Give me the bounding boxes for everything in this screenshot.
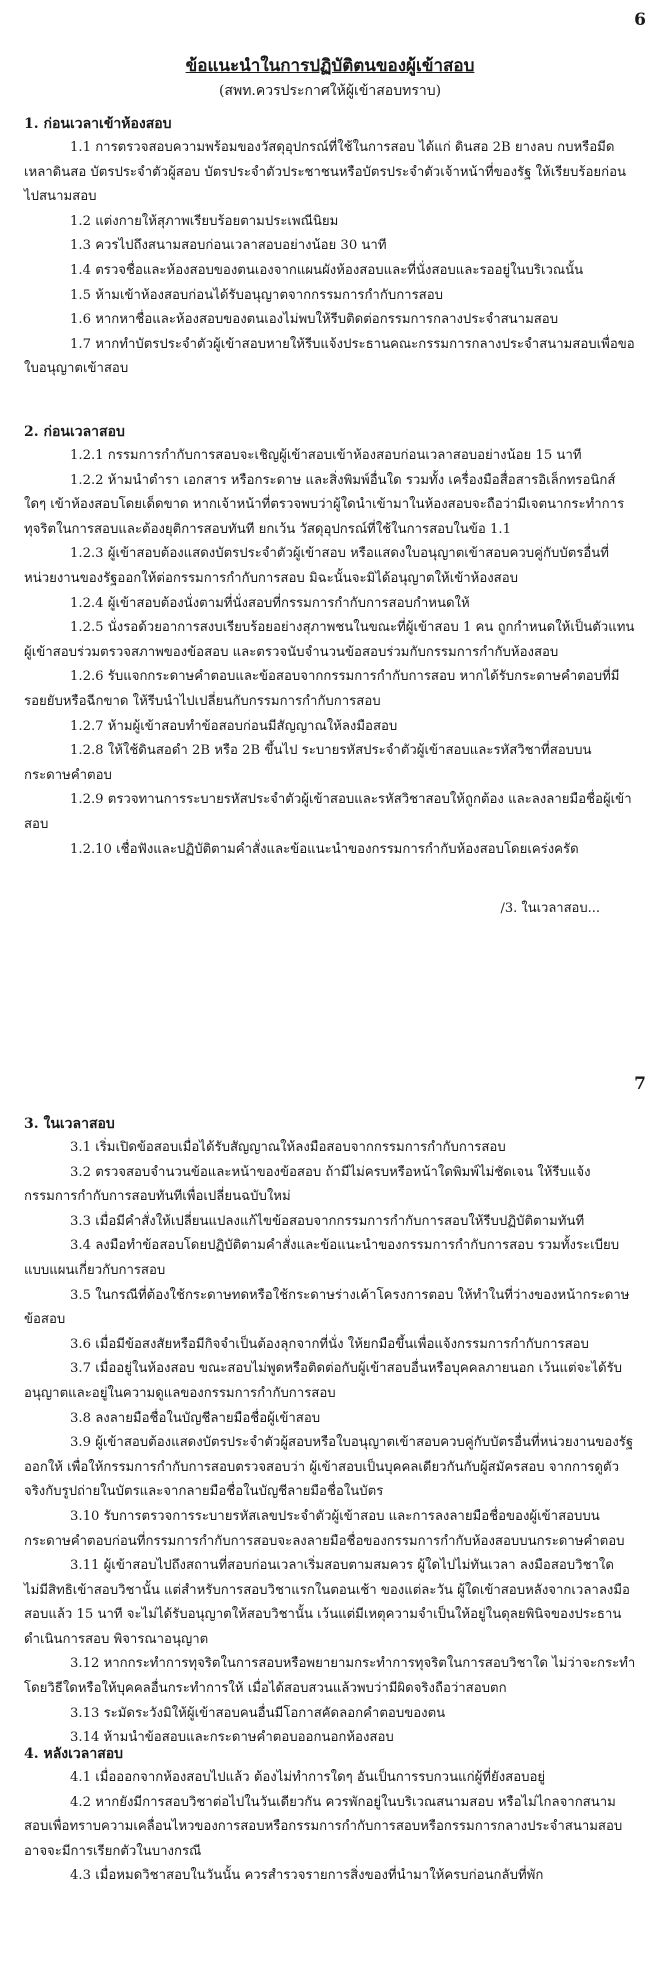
item-text: ห้ามนำข้อสอบและกระดาษคำตอบออกนอกห้องสอบ <box>103 1730 394 1746</box>
item-number: 3.5 <box>70 1287 91 1303</box>
item-number: 3.6 <box>70 1336 91 1352</box>
item-number: 4.1 <box>70 1770 91 1785</box>
item-text: เมื่อออกจากห้องสอบไปแล้ว ต้องไม่ทำการใดๆ อันเป็นการรบกวนแก่ผู้ที่ยังสอบอยู่ <box>95 1770 546 1785</box>
section-items <box>24 444 636 862</box>
item-text: ห้ามเข้าห้องสอบก่อนได้รับอนุญาตจากกรรมการกำกับการสอบ <box>95 287 444 303</box>
item-text: รับแจกกระดาษคำตอบและข้อสอบจากกรรมการกำกับการสอบ หากได้รับกระดาษคำตอบที่มีรอยยับหรือฉีกขาด ให้รีบนำไปเปลี่ยนกับกรรมการกำกับการสอบ <box>24 669 620 709</box>
list-item <box>24 444 636 469</box>
item-text: ควรไปถึงสนามสอบก่อนเวลาสอบอย่างน้อย 30 นาที <box>95 238 387 254</box>
list-item <box>24 1284 636 1333</box>
item-text: ตรวจสอบจำนวนข้อและหน้าของข้อสอบ ถ้ามีไม่ครบหรือหน้าใดพิมพ์ไม่ชัดเจน ให้รีบแจ้งกรรมการกำกับการสอบทันทีเพื่อเปลี่ยนฉบับใหม่ <box>24 1164 591 1205</box>
item-text: หากยังมีการสอบวิชาต่อไปในวันเดียวกัน ควรพักอยู่ในบริเวณสนามสอบ หรือไม่ไกลจากสนามสอบเพื่อทราบความเคลื่อนไหวของการสอบหรือกรรมการกำกับการสอบหรือกรรมการกลางประจำสนามสอบ อาจจะมีการเรียกตัวในบางกรณี <box>24 1794 623 1859</box>
list-item <box>24 616 636 665</box>
item-text: กรรมการกำกับการสอบจะเชิญผู้เข้าสอบเข้าห้องสอบก่อนเวลาสอบอย่างน้อย 15 นาที <box>107 448 582 463</box>
item-number: 1.2.1 <box>70 448 104 463</box>
section-after-exam <box>24 1742 636 1889</box>
item-text: แต่งกายให้สุภาพเรียบร้อยตามประเพณีนิยม <box>95 213 339 229</box>
list-item <box>24 1333 636 1358</box>
document-subtitle: (สพท.ควรประกาศให้ผู้เข้าสอบทราบ) <box>218 83 442 99</box>
item-text: ห้ามผู้เข้าสอบทำข้อสอบก่อนมีสัญญาณให้ลงมือสอบ <box>107 718 398 734</box>
item-number: 3.13 <box>70 1705 100 1721</box>
item-text: ผู้เข้าสอบต้องแสดงบัตรประจำตัวผู้สอบหรือใบอนุญาตเข้าสอบควบคู่กับบัตรอื่นที่หน่วยงานของรัฐออกให้ เพื่อให้กรรมการกำกับการสอบตรวจสอบว่า ผู้เข้าสอบเป็นบุคคลเดียวกันกับผู้สมัครสอบ จากการดูตัวจริงกับรูปถ่ายในบัตรและจากลายมือชื่อในบัญชีลายมือชื่อในบัตร <box>24 1435 634 1500</box>
item-number: 1.2 <box>70 213 91 229</box>
item-text: ตรวจชื่อและห้องสอบของตนเองจากแผนผังห้องสอบและที่นั่งสอบและรออยู่ในบริเวณนั้น <box>95 262 584 278</box>
item-text: ห้ามนำตำรา เอกสาร หรือกระดาษ และสิ่งพิมพ์อื่นใด รวมทั้ง เครื่องมือสื่อสารอิเล็กทรอนิกส์ใดๆ เข้าห้องสอบโดยเด็ดขาด หากเจ้าหน้าที่ตรวจพบว่าผู้ใดนำเข้ามาในห้องสอบจะถือว่ามีเจตนากระทำการทุจริตในการสอบและต้องยุติการสอบทันที ยกเว้น วัสดุอุปกรณ์ที่ใช้ในการสอบในข้อ 1.1 <box>24 472 625 537</box>
item-text: ลงมือทำข้อสอบโดยปฏิบัติตามคำสั่งและข้อแนะนำของกรรมการกำกับการสอบ รวมทั้งระเบียบแบบแผนเกี่ยวกับการสอบ <box>24 1238 620 1278</box>
list-item <box>24 469 636 543</box>
list-item <box>24 1234 636 1283</box>
item-number: 3.14 <box>70 1730 100 1746</box>
item-number: 1.2.4 <box>70 595 104 611</box>
item-number: 3.7 <box>70 1361 91 1377</box>
section-heading: 2. ก่อนเวลาสอบ <box>24 424 125 440</box>
item-number: 1.2.3 <box>70 546 104 562</box>
item-number: 1.2.7 <box>70 718 104 734</box>
item-number: 1.2.6 <box>70 669 104 685</box>
item-number: 3.12 <box>70 1656 100 1672</box>
item-number: 1.2.5 <box>70 620 104 636</box>
item-number: 4.2 <box>70 1794 91 1810</box>
section-items <box>24 1136 636 1751</box>
continuation-note: /3. ในเวลาสอบ... <box>500 901 600 916</box>
document-title: ข้อแนะนำในการปฏิบัติตนของผู้เข้าสอบ <box>185 56 475 76</box>
section-before-entering-room <box>24 112 636 382</box>
list-item <box>24 1357 636 1406</box>
section-before-exam <box>24 420 636 862</box>
list-item <box>24 1554 636 1652</box>
page-number: 6 <box>634 10 646 30</box>
list-item <box>24 542 636 591</box>
section-items <box>24 1766 636 1889</box>
item-number: 1.2.2 <box>70 472 104 488</box>
section-heading: 3. ในเวลาสอบ <box>24 1116 115 1132</box>
item-number: 1.4 <box>70 262 91 278</box>
list-item <box>24 333 636 382</box>
item-text: นั่งรอด้วยอาการสงบเรียบร้อยอย่างสุภาพชนในขณะที่ผู้เข้าสอบ 1 คน ถูกกำหนดให้เป็นตัวแทนผู้เข้าสอบร่วมตรวจสภาพของข้อสอบ และตรวจนับจำนวนข้อสอบร่วมกับกรรมการกำกับห้องสอบ <box>24 620 635 660</box>
list-item <box>24 788 636 837</box>
section-heading: 1. ก่อนเวลาเข้าห้องสอบ <box>24 116 172 132</box>
item-text: ลงลายมือชื่อในบัญชีลายมือชื่อผู้เข้าสอบ <box>95 1410 321 1426</box>
item-text: เริ่มเปิดข้อสอบเมื่อได้รับสัญญาณให้ลงมือสอบจากกรรมการกำกับการสอบ <box>95 1140 506 1155</box>
list-item <box>24 1766 636 1791</box>
item-number: 1.2.8 <box>70 743 104 759</box>
item-number: 1.6 <box>70 312 91 328</box>
item-text: เมื่อหมดวิชาสอบในวันนั้น ควรสำรวจรายการสิ่งของที่นำมาให้ครบก่อนกลับที่พัก <box>95 1868 544 1884</box>
list-item <box>24 1791 636 1865</box>
item-number: 3.2 <box>70 1164 91 1180</box>
item-number: 3.4 <box>70 1238 91 1254</box>
item-text: การตรวจสอบความพร้อมของวัสดุอุปกรณ์ที่ใช้ในการสอบ ได้แก่ ดินสอ 2B ยางลบ กบหรือมีดเหลาดินสอ บัตรประจำตัวผู้สอบ บัตรประจำตัวประชาชนหรือบัตรประจำตัวเจ้าหน้าที่ของรัฐ ให้เรียบร้อยก่อนไปสนามสอบ <box>24 140 627 205</box>
list-item <box>24 210 636 235</box>
item-text: เมื่อมีคำสั่งให้เปลี่ยนแปลงแก้ไขข้อสอบจากกรรมการกำกับการสอบให้รีบปฏิบัติตามทันที <box>95 1213 585 1229</box>
item-text: เมื่ออยู่ในห้องสอบ ขณะสอบไม่พูดหรือติดต่อกับผู้เข้าสอบอื่นหรือบุคคลภายนอก เว้นแต่จะได้รับอนุญาตและอยู่ในความดูแลของกรรมการกำกับการสอบ <box>24 1361 623 1401</box>
item-text: ผู้เข้าสอบต้องแสดงบัตรประจำตัวผู้เข้าสอบ หรือแสดงใบอนุญาตเข้าสอบควบคู่กับบัตรอื่นที่หน่วยงานของรัฐออกให้ต่อกรรมการกำกับการสอบ มิฉะนั้นจะมิได้อนุญาตให้เข้าห้องสอบ <box>24 546 609 586</box>
item-number: 3.8 <box>70 1410 91 1426</box>
item-text: หากทำบัตรประจำตัวผู้เข้าสอบหายให้รีบแจ้งประธานคณะกรรมการกลางประจำสนามสอบเพื่อขอใบอนุญาตเข้าสอบ <box>24 336 635 377</box>
list-item <box>24 136 636 210</box>
section-items <box>24 136 636 382</box>
list-item <box>24 1864 636 1889</box>
list-item <box>24 838 636 863</box>
item-text: ระมัดระวังมิให้ผู้เข้าสอบคนอื่นมีโอกาสคัดลอกคำตอบของตน <box>103 1705 446 1721</box>
item-text: ให้ใช้ดินสอดำ 2B หรือ 2B ขึ้นไป ระบายรหัสประจำตัวผู้เข้าสอบและรหัสวิชาที่สอบบนกระดาษคำตอบ <box>24 743 592 783</box>
list-item <box>24 234 636 259</box>
list-item <box>24 1505 636 1554</box>
item-text: เชื่อฟังและปฏิบัติตามคำสั่งและข้อแนะนำของกรรมการกำกับห้องสอบโดยเคร่งครัด <box>116 841 579 857</box>
item-number: 1.7 <box>70 336 91 352</box>
item-text: หากกระทำการทุจริตในการสอบหรือพยายามกระทำการทุจริตในการสอบวิชาใด ไม่ว่าจะกระทำโดยวิธีใดหรือให้บุคคลอื่นกระทำการให้ เมื่อได้สอบสวนแล้วพบว่ามีผิดจริงถือว่าสอบตก <box>24 1656 636 1697</box>
item-number: 1.5 <box>70 287 91 303</box>
list-item <box>24 665 636 714</box>
list-item <box>24 259 636 284</box>
list-item <box>24 592 636 617</box>
list-item <box>24 284 636 309</box>
item-text: ผู้เข้าสอบไปถึงสถานที่สอบก่อนเวลาเริ่มสอบตามสมควร ผู้ใดไปไม่ทันเวลา ลงมือสอบวิชาใดไม่มีสิทธิเข้าสอบวิชานั้น แต่สำหรับการสอบวิชาแรกในตอนเช้า ของแต่ละวัน ผู้ใดเข้าสอบหลังจากเวลาลงมือสอบแล้ว 15 นาที จะไม่ได้รับอนุญาตให้สอบวิชานั้น เว้นแต่มีเหตุความจำเป็นให้อยู่ในดุลยพินิจของประธานดำเนินการสอบ พิจารณาอนุญาต <box>24 1558 630 1647</box>
list-item <box>24 1702 636 1727</box>
item-number: 3.1 <box>70 1140 91 1155</box>
list-item <box>24 1210 636 1235</box>
item-number: 4.3 <box>70 1868 91 1884</box>
document-page-7 <box>0 1060 660 1974</box>
item-text: ผู้เข้าสอบต้องนั่งตามที่นั่งสอบที่กรรมการกำกับการสอบกำหนดให้ <box>107 595 470 611</box>
list-item <box>24 1431 636 1505</box>
list-item <box>24 1407 636 1432</box>
item-text: ตรวจทานการระบายรหัสประจำตัวผู้เข้าสอบและรหัสวิชาสอบให้ถูกต้อง และลงลายมือชื่อผู้เข้าสอบ <box>24 792 632 832</box>
item-number: 3.11 <box>70 1558 100 1574</box>
item-number: 3.3 <box>70 1213 91 1229</box>
list-item <box>24 739 636 788</box>
item-number: 1.2.10 <box>70 841 112 857</box>
item-text: ในกรณีที่ต้องใช้กระดาษทดหรือใช้กระดาษร่างเค้าโครงการตอบ ให้ทำในที่ว่างของหน้ากระดาษข้อสอบ <box>24 1287 630 1328</box>
item-number: 1.2.9 <box>70 792 104 808</box>
section-heading: 4. หลังเวลาสอบ <box>24 1746 124 1762</box>
item-number: 3.10 <box>70 1508 100 1524</box>
list-item <box>24 715 636 740</box>
list-item <box>24 1161 636 1210</box>
item-number: 1.1 <box>70 140 91 155</box>
item-text: รับการตรวจการระบายรหัสเลขประจำตัวผู้เข้าสอบ และการลงลายมือชื่อของผู้เข้าสอบบนกระดาษคำตอบก่อนที่กรรมการกำกับการสอบจะลงลายมือชื่อของกรรมการกำกับห้องสอบบนกระดาษคำตอบ <box>24 1508 625 1549</box>
item-text: เมื่อมีข้อสงสัยหรือมีกิจจำเป็นต้องลุกจากที่นั่ง ให้ยกมือขึ้นเพื่อแจ้งกรรมการกำกับการสอบ <box>95 1336 589 1352</box>
item-number: 1.3 <box>70 238 91 254</box>
item-text: หากหาชื่อและห้องสอบของตนเองไม่พบให้รีบติดต่อกรรมการกลางประจำสนามสอบ <box>95 312 559 328</box>
list-item <box>24 1652 636 1701</box>
list-item <box>24 1136 636 1161</box>
list-item <box>24 308 636 333</box>
item-number: 3.9 <box>70 1435 91 1451</box>
page-number: 7 <box>634 1074 646 1094</box>
section-during-exam <box>24 1112 636 1751</box>
